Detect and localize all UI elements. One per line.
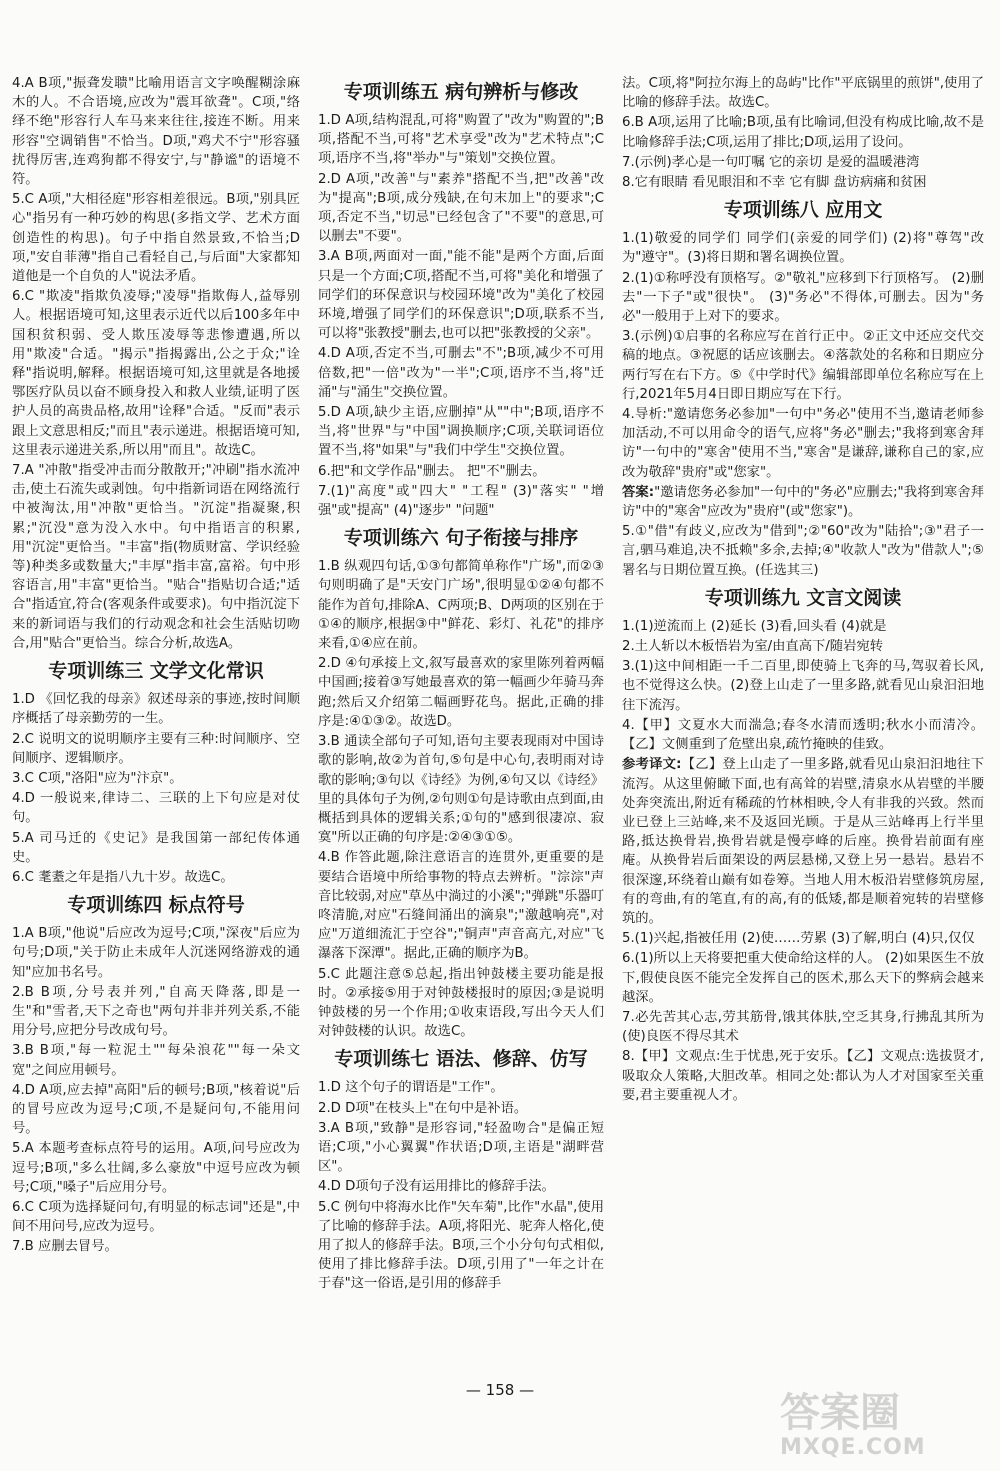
answer-item: 5.(1)兴起,指被任用 (2)使……劳累 (3)了解,明白 (4)只,仅仅 — [622, 931, 975, 947]
answer-item: 3.(示例)①启事的名称应写在首行正中。②正文中还应交代交稿的地点。③祝愿的话应该删去。④落款处的名称和日期应分两行写在右下方。⑤《中学时代》编辑部即单位名称应写在上行,2021年5月4日即日期应写在下行。 — [622, 329, 984, 402]
answer-text: "邀请您务必参加"一句中的"务必"应删去;"我将到寒舍拜访"中的"寒舍"应改为"贵府"(或"您家")。 — [622, 484, 984, 520]
section-heading: 专项训练六 句子衔接与排序 — [343, 527, 579, 550]
page-number: — 158 — — [465, 1381, 535, 1399]
answer-item: 5.C A项,"大相径庭"形容相差很远。B项,"别具匠心"指另有一种巧妙的构思(多指文学、艺术方面创造性的构思)。句子中指自然景致,不恰当;D项,"安自菲薄"指自己看轻自己,与后面"大家都知道他是一个自负的人"说法矛盾。 — [12, 192, 300, 285]
answer-item: 5.A 司马迁的《史记》是我国第一部纪传体通史。 — [12, 830, 300, 865]
answer-item: 5.A 本题考查标点符号的运用。A项,问号应改为逗号;B项,"多么壮阔,多么豪放"中逗号应改为顿号;C项,"嗓子"后应用分号。 — [12, 1141, 300, 1195]
translation-note — [622, 755, 984, 928]
answer-item: 3.B B项,"每一粒泥土""每朵浪花""每一朵文宽"之间应用顿号。 — [12, 1043, 300, 1078]
answer-item: 3.(1)这中间相距一千二百里,即使骑上飞奔的马,驾驭着长风,也不觉得这么快。(2)登上山走了一里多路,就看见山泉汩汩地往下流泻。 — [622, 659, 984, 713]
answer-note — [622, 483, 984, 521]
answer-item: 4.B 作答此题,除注意语言的连贯外,更重要的是要结合语境中所给事物的特点去辨析。"淙淙"声音比较弱,对应"草丛中淌过的小溪";"弹跳"乐器叮咚清脆,对应"石缝间涌出的滴泉";"激越响亮",对应"万道细流汇于空谷";"铜声"声音高亢,对应"飞瀑落下深潭"。据此,正确的顺序为B。 — [318, 850, 604, 962]
answer-item: 1.(1)敬爱的同学们 同学们(亲爱的同学们) (2)将"尊驾"改为"遵守"。(3)将日期和署名调换位置。 — [622, 231, 984, 266]
translation-text: 【乙】登上山走了一里多路,就看见山泉汩汩地往下流泻。从这里俯瞰下面,也有高耸的岩壁,清泉水从岩壁的半腰处奔突流出,附近有稀疏的竹林相映,令人有非我的兴致。然而业已登上三站峰,来不及返回光顾。于是从三站峰再上行半里路,抵达换骨岩,换骨岩就是慢亭峰的后座。换骨岩前面有座庵。从换骨岩后面架设的两层悬梯,又登上另一悬岩。悬岩不很深邃,环绕着山巅有如卷筹。当地人用木板沿岩壁修筑房屋,有的弯曲,有的笔直,有的高,有的低矮,都是顺着宛转的岩壁修筑的。 — [622, 757, 984, 926]
answer-item: 2.(1)①称呼没有顶格写。②"敬礼"应移到下行顶格写。 (2)删去"一下子"或"很快"。 (3)"务必"不得体,可删去。因为"务必"一般用于上对下的要求。 — [622, 270, 984, 325]
answer-item: 法。C项,将"阿拉尔海上的岛屿"比作"平底锅里的煎饼",使用了比喻的修辞手法。故选C。 — [622, 76, 984, 111]
answer-item: 3.A B项,"致静"是形容词,"轻盈吻合"是偏正短语;C项,"小心翼翼"作状语;D项,主语是"湖畔营区"。 — [318, 1120, 604, 1175]
watermark-url: MXQE.COM — [780, 1435, 926, 1460]
section-heading: 专项训练三 文学文化常识 — [48, 660, 264, 683]
answer-item: 1.D 《回忆我的母亲》叙述母亲的事迹,按时间顺序概括了母亲勤劳的一生。 — [12, 692, 300, 727]
answer-item: 1.A B项,"他说"后应改为逗号;C项,"深夜"后应为句号;D项,"关于防止未成年人沉迷网络游戏的通知"应加书名号。 — [12, 926, 300, 980]
right-column — [622, 74, 984, 1106]
answer-item: 6.B A项,运用了比喻;B项,虽有比喻词,但没有构成比喻,故不是比喻修辞手法;C项,运用了排比;D项,运用了设问。 — [622, 115, 984, 150]
section-heading: 专项训练五 病句辨析与修改 — [343, 81, 579, 103]
answer-item: 6.(1)所以上天将要把重大使命给这样的人。 (2)如果医生不放下,假使良医不能完全发挥自己的医术,那么天下的弊病会越来越深。 — [622, 951, 984, 1005]
watermark-text: 答案圈 — [780, 1390, 900, 1436]
answer-item: 6.把"和文学作品"删去。 把"不"删去。 — [318, 463, 546, 479]
section-heading: 专项训练九 文言文阅读 — [704, 586, 902, 609]
answer-item: 3.C C项,"洛阳"应为"汴京"。 — [12, 770, 183, 786]
answer-item: 7.必先苦其心志,劳其筋骨,饿其体肤,空乏其身,行拂乱其所为 (使)良医不得尽其术 — [622, 1009, 984, 1045]
answer-item: 1.D A项,结构混乱,可将"购置了"改为"购置的";B项,搭配不当,可将"艺术享受"改为"艺术特点";C项,语序不当,将"举办"与"策划"交换位置。 — [318, 113, 604, 167]
answer-item: 4.D D项句子没有运用排比的修辞手法。 — [318, 1179, 555, 1195]
answer-item: 2.D ④句承接上文,叙写最喜欢的家里陈列着两幅中国画;接着③写她最喜欢的第一幅画少年骑马奔跑;然后又介绍第二幅画野花鸟。据此,正确的排序是:④①③②。故选D。 — [318, 656, 604, 729]
answer-item: 8.【甲】文观点:生于忧患,死于安乐。【乙】文观点:选拔贤才,吸取众人策略,大胆改革。相同之处:都认为人才对国家至关重要,君主要重视人才。 — [622, 1049, 984, 1103]
answer-item: 4.D A项,否定不当,可删去"不";B项,减少不可用倍数,把"一倍"改为"一半";C项,语序不当,将"迁涌"与"涌生"交换位置。 — [318, 346, 604, 400]
answer-item: 7.B 应删去冒号。 — [12, 1239, 118, 1255]
middle-column — [318, 74, 604, 1295]
answer-item: 3.A B项,两面对一面,"能不能"是两个方面,后面只是一个方面;C项,搭配不当,可将"美化和增强了同学们的环保意识与校园环境"改为"美化了校园环境,增强了同学们的环保意识";D项,联系不当,可以将"张教授"删去,也可以把"张教授的父亲"。 — [318, 249, 604, 342]
section-heading: 专项训练八 应用文 — [723, 199, 883, 222]
answer-item: 2.D D项"在枝头上"在句中是补语。 — [318, 1100, 528, 1116]
translation-label: 参考译文: — [622, 757, 682, 773]
answer-item: 8.它有眼睛 看见眼泪和不幸 它有脚 盘访病痛和贫困 — [622, 175, 927, 191]
answer-item: 2.土人斩以木板悟岩为室/由直高下/随岩宛转 — [622, 639, 883, 655]
left-column — [12, 74, 300, 1258]
answer-item: 4.A B项,"振聋发聩"比喻用语言文字唤醒糊涂麻木的人。不合语境,应改为"震耳欲聋"。C项,"络绎不绝"形容行人车马来来往往,接连不断。用来形容"空调销售"不恰当。D项,"鸡犬不宁"形容骚扰得厉害,连鸡狗都不得安宁,与"静谧"的语境不符。 — [12, 76, 300, 188]
answer-item: 4.D A项,应去掉"高阳"后的顿号;B项,"核着说"后的冒号应改为逗号;C项,不是疑问句,不能用问号。 — [12, 1082, 300, 1137]
answer-item: 2.B B项,分号表并列,"自高天降落,即是一生"和"雪者,天下之奇也"两句并非并列关系,不能用分号,应把分号改成句号。 — [12, 984, 300, 1039]
answer-item: 2.C 说明文的说明顺序主要有三种:时间顺序、空间顺序、逻辑顺序。 — [12, 731, 300, 766]
answer-item: 7.(1)"高度"或"四大" "工程" (3)"落实" "增强"或"提高" (4)"逐步" "问题" — [318, 483, 604, 519]
answer-item: 5.D A项,缺少主语,应删掉"从""中";B项,语序不当,将"世界"与"中国"调换顺序;C项,关联词语位置不当,将"如果"与"我们中学生"交换位置。 — [318, 405, 604, 459]
section-heading: 专项训练四 标点符号 — [67, 894, 245, 917]
answer-item: 1.D 这个句子的谓语是"工作"。 — [318, 1080, 504, 1096]
answer-item: 6.C "欺凌"指欺负凌辱;"凌辱"指欺侮人,益辱别人。根据语境可知,这里表示近代以后100多年中国积贫积弱、受人欺压凌辱等悲惨遭遇,所以用"欺凌"合适。"揭示"指揭露出,公之于众;"诠释"指说明,解释。根据语境可知,这里就是各地援鄂医疗队员以奋不顾身投入和救人业绩,证明了医护人员的高贵品格,故用"诠释"合适。"反而"表示跟上文意思相反;"而且"表示递进。根据语境可知,这里表示递进关系,所以用"而且"。故选C。 — [12, 289, 300, 458]
answer-item: 5.C 例句中将海水比作"矢车菊",比作"水晶",使用了比喻的修辞手法。A项,将阳光、驼奔人格化,使用了拟人的修辞手法。B项,三个小分句句式相似,使用了排比修辞手法。D项,引用了"一年之计在于春"这一俗语,是引用的修辞手 — [318, 1199, 604, 1292]
answer-item: 7.A "冲散"指受冲击而分散散开;"冲刷"指水流冲击,使土石流失或剥蚀。句中指新词语在网络流行中被淘汰,用"冲散"更恰当。"沉淀"指凝聚,积累;"沉没"意为没入水中。句中指语言的积累,用"沉淀"更恰当。"丰富"指(物质财富、学识经验等)种类多或数量大;"丰厚"指丰富,富裕。句中形容语言,用"丰富"更恰当。"贴合"指贴切合适;"适合"指适宜,符合(客观条件或要求)。句中指沉淀下来的新词语与我们的行动观念和社会生活贴切吻合,用"贴合"更恰当。综合分析,故选A。 — [12, 463, 300, 651]
answer-item: 1.B 纵观四句话,①③句都简单称作"广场",而②③句则明确了是"天安门广场",很明显①②④句都不能作为首句,排除A、C两项;B、D两项的区别在于①④的顺序,根据③中"鲜花、彩灯、礼花"的排序来看,①④应在前。 — [318, 559, 604, 652]
answer-item: 4.【甲】文夏水大而湍急;春冬水清而透明;秋水小而清冷。【乙】文侧重到了危壁出泉,疏竹掩映的佳致。 — [622, 717, 984, 753]
section-heading: 专项训练七 语法、修辞、仿写 — [334, 1048, 588, 1071]
watermark-logo — [780, 1391, 980, 1463]
answer-item: 7.(示例)孝心是一句叮嘱 它的亲切 是爱的温暖港湾 — [622, 154, 920, 170]
answer-label: 答案: — [622, 484, 655, 500]
answer-item: 1.(1)逆流而上 (2)延长 (3)看,回头看 (4)就是 — [622, 618, 887, 634]
answer-item: 4.导析:"邀请您务必参加"一句中"务必"使用不当,邀请老师参加活动,不可以用命令的语气,应将"务必"删去;"我将到寒舍拜访"一句中的"寒舍"使用不当,"寒舍"是谦辞,谦称自己的家,应改为敬辞"贵府"或"您家"。 — [622, 407, 984, 480]
answer-item: 6.C 耄耋之年是指八九十岁。故选C。 — [12, 869, 234, 885]
answer-item: 3.B 通读全部句子可知,语句主要表现雨对中国诗歌的影响,故②为首句,⑤句是中心句,表明雨对诗歌的影响;③句以《诗经》为例,④句又以《诗经》里的具体句子为例,②句则①句是诗歌由点到面,由概括到具体的逻辑关系;①句的"感到很凄凉、寂寞"所以正确的句序是:②④③①⑤。 — [318, 734, 604, 846]
answer-item: 2.D A项,"改善"与"素养"搭配不当,把"改善"改为"提高";B项,成分残缺,在句末加上"的要求";C项,否定不当,"切忌"已经包含了"不要"的意思,可以删去"不要"。 — [318, 171, 604, 245]
answer-item: 6.C C项为选择疑问句,有明显的标志词"还是",中间不用问号,应改为逗号。 — [12, 1199, 300, 1235]
answer-item: 5.C 此题注意⑤总起,指出钟鼓楼主要功能是报时。②承接⑤用于对钟鼓楼报时的原因;③是说明钟鼓楼的另一个作用;①收束语段,写出今天人们对钟鼓楼的认识。故选C。 — [318, 966, 604, 1040]
answer-item: 4.D 一般说来,律诗二、三联的上下句应是对仗句。 — [12, 791, 300, 826]
answer-item: 5.①"借"有歧义,应改为"借到";②"60"改为"陆拾";③"君子一言,驷马难追,决不抵赖"多余,去掉;④"收款人"改为"借款人";⑤署名与日期位置互换。(任选其三) — [622, 524, 984, 578]
